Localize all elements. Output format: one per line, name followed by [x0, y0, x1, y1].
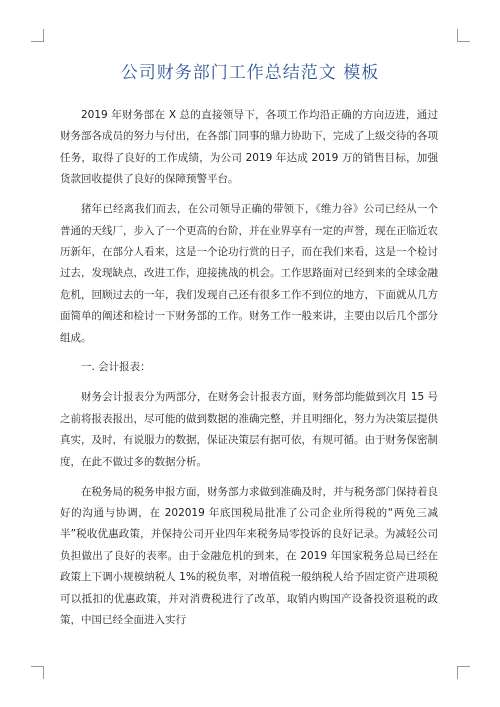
paragraph-intro: 2019 年财务部在 X 总的直接领导下，各项工作均沿正确的方向迈进，通过财务部各成员的努力与付出，在各部门同事的鼎力协助下，完成了上级交待的各项任务，取得了良好的工作成绩，为公司 2019 年达成 2019 万的销售目标，加强货款回收提供了良好的保障预警平台。 — [60, 109, 438, 186]
corner-mark-bottom-right — [457, 666, 470, 679]
section-heading-accounting-reports: 一. 会计报表： — [81, 361, 151, 374]
paragraph-review: 猪年已经离我们而去，在公司领导正确的带领下，《维力谷》公司已经从一个普通的天线厂，步入了一个更高的台阶，并在业界享有一定的声誉，现在正临近农历新年，在部分人看来，这是一个论功行赏的日子，而在我们来看，这是一个检讨过去，发现缺点，改进工作，迎接挑战的机会。工作思路面对已经到来的全球金融危机，回顾过去的一年，我们发现自己还有很多工作不到位的地方，下面就从几方面简单的阐述和检讨一下财务部的工作。财务工作一般来讲，主要由以后几个部分组成。 — [60, 203, 438, 344]
corner-mark-top-right — [457, 29, 470, 42]
corner-mark-bottom-left — [31, 666, 44, 679]
paragraph-financial-reports: 财务会计报表分为两部分，在财务会计报表方面，财务部均能做到次月 15 号之前将报表报出，尽可能的做到数据的准确完整，并且明细化，努力为决策层提供真实，及时，有说服力的数据，保证决策层有据可依，有规可循。由于财务保密制度，在此不做过多的数据分析。 — [60, 391, 438, 468]
document-body — [60, 105, 438, 640]
document-title: 公司财务部门工作总结范文 模板 — [120, 63, 380, 83]
paragraph-tax-declaration: 在税务局的税务申报方面，财务部力求做到准确及时，并与税务部门保持着良好的沟通与协调，在 202019 年底国税局批准了公司企业所得税的“两免三减半”税收优惠政策，并保持公司开业四年来税务局零投诉的良好记录。为减轻公司负担做出了良好的表率。由于金融危机的到来，在 2019 年国家税务总局已经在政策上下调小规模纳税人 1%的税负率，对增值税一般纳税人给予固定资产进项税可以抵扣的优惠政策，并对消费税进行了改革，取销内购国产设备投资退税的政策，中国已经全面进入实行 — [60, 485, 438, 626]
corner-mark-top-left — [31, 29, 44, 42]
